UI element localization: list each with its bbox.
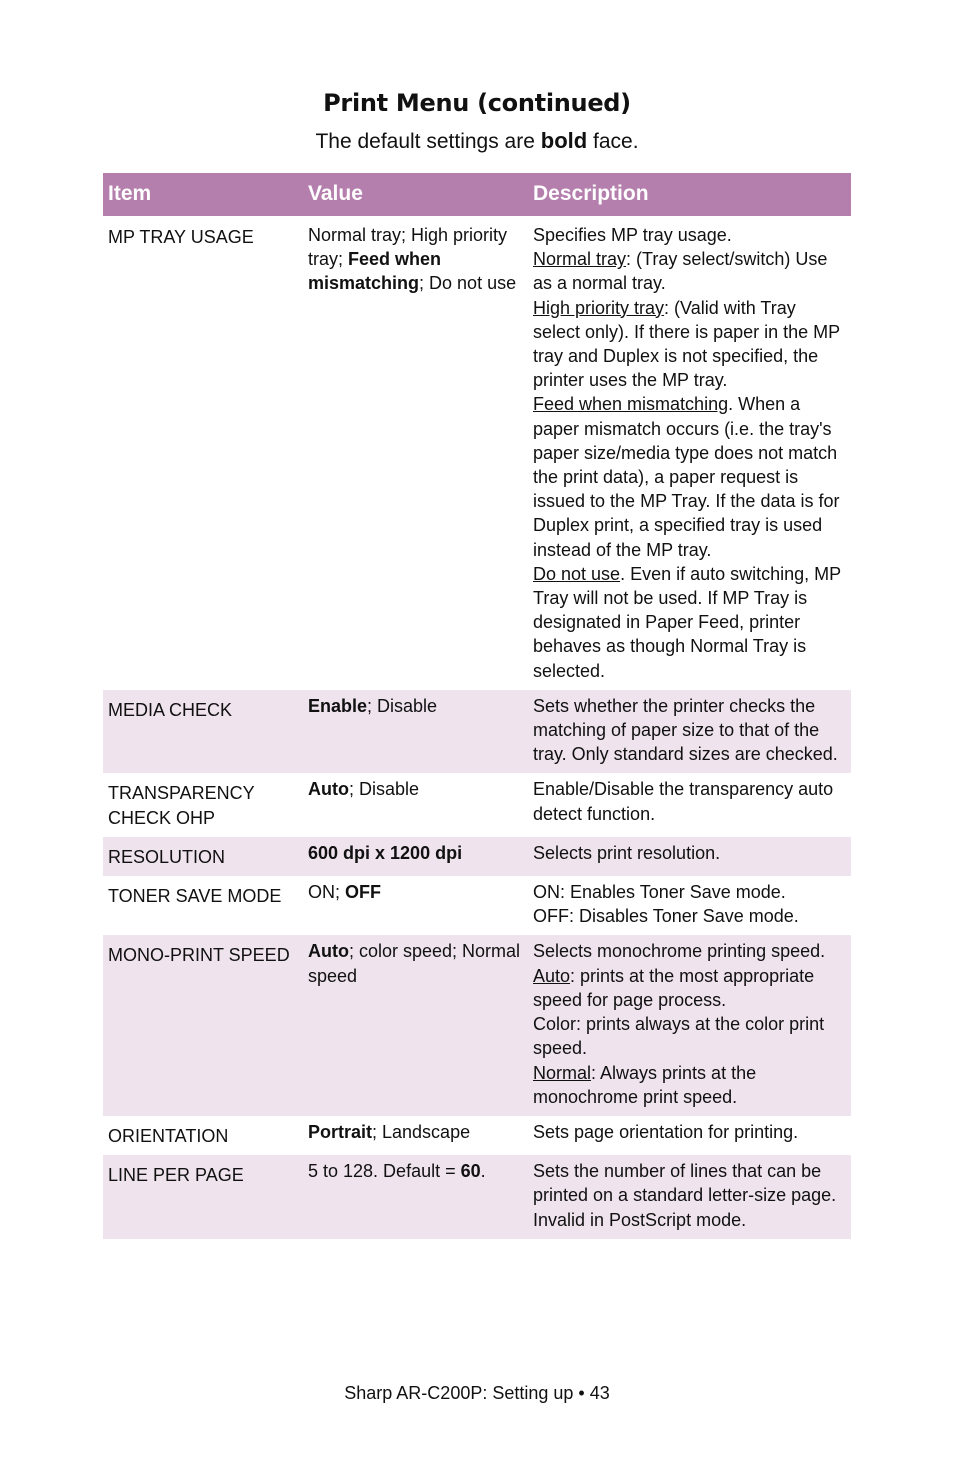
option-term: Normal tray xyxy=(533,249,627,270)
text-run: : prints at the most appropriate speed for page process. xyxy=(533,965,815,1010)
default-setting: Portrait xyxy=(308,1121,373,1142)
setting-value xyxy=(303,1116,528,1155)
table-row xyxy=(103,1155,851,1239)
text-run: : Always prints at the monochrome print speed. xyxy=(533,1062,757,1107)
option-term: High priority tray xyxy=(533,297,665,318)
text-run: . Even if auto switching, MP Tray will not be used. If MP Tray is designated in Paper Feed, printer behaves as though Normal Tray is selected. xyxy=(533,563,841,681)
text-run: OFF: Disables Toner Save mode. xyxy=(533,906,799,927)
description-paragraph xyxy=(533,296,846,393)
text-run: . xyxy=(480,1161,486,1182)
description-paragraph xyxy=(533,392,846,561)
text-run: Sets the number of lines that can be printed on a standard letter-size page. Invalid in PostScript mode. xyxy=(533,1161,837,1230)
text-run: Specifies MP tray usage. xyxy=(533,225,732,245)
text-run: Enable/Disable the transparency auto detect function. xyxy=(533,779,834,824)
text-run: : (Tray select/switch) Use as a normal tray. xyxy=(533,249,828,294)
text-run: ON; xyxy=(308,882,346,903)
text-run: Sets whether the printer checks the matching of paper size to that of the tray. Only standard sizes are checked. xyxy=(533,695,838,765)
page-subtitle xyxy=(0,128,954,154)
description-paragraph xyxy=(533,247,846,295)
setting-item: TONER SAVE MODE xyxy=(108,886,282,907)
option-term: Feed when mismatching xyxy=(533,394,729,415)
table-body xyxy=(103,217,851,1239)
setting-item: ORIENTATION xyxy=(108,1125,229,1146)
text-run: ; Do not use xyxy=(419,273,517,294)
setting-item: MONO-PRINT SPEED xyxy=(103,935,303,1115)
text-run: Selects monochrome printing speed. xyxy=(533,941,826,962)
setting-value xyxy=(303,935,528,1115)
setting-description xyxy=(528,935,851,1115)
column-header-description: Description xyxy=(528,173,851,217)
table-row xyxy=(103,773,851,836)
table-row xyxy=(103,217,851,690)
text-run: : (Valid with Tray select only). If there is paper in the MP tray and Duplex is not specified, the printer uses the MP tray. xyxy=(533,297,840,391)
description-paragraph xyxy=(533,1061,846,1109)
default-setting: Auto xyxy=(308,941,349,962)
setting-value xyxy=(303,1155,528,1239)
setting-value xyxy=(303,217,528,690)
setting-description xyxy=(528,837,851,876)
setting-value xyxy=(303,876,528,935)
default-setting: Auto xyxy=(308,779,349,800)
setting-item: LINE PER PAGE xyxy=(103,1155,303,1239)
text-run: ; Disable xyxy=(348,779,420,800)
description-paragraph xyxy=(533,1012,846,1060)
column-header-item: Item xyxy=(103,173,303,217)
setting-description xyxy=(528,690,851,774)
subtitle-bold: bold xyxy=(540,128,588,153)
option-term: Auto xyxy=(533,965,571,986)
text-run: Normal tray; High priority tray; xyxy=(308,225,508,270)
print-menu-table xyxy=(103,173,851,1239)
option-term: Normal xyxy=(533,1062,592,1083)
text-run: Color: prints always at the color print speed. xyxy=(533,1014,825,1059)
text-run: ON: Enables Toner Save mode. xyxy=(533,882,786,903)
subtitle-prefix: The default settings are xyxy=(315,130,541,153)
description-paragraph xyxy=(533,939,846,963)
text-run: ; color speed; Normal speed xyxy=(308,941,521,986)
setting-description xyxy=(528,773,851,836)
description-paragraph xyxy=(533,1159,846,1232)
description-paragraph xyxy=(533,694,846,767)
description-paragraph xyxy=(533,904,846,928)
description-paragraph xyxy=(533,880,846,904)
default-setting: Enable xyxy=(308,695,368,716)
description-paragraph xyxy=(533,964,846,1012)
setting-description xyxy=(528,1155,851,1239)
table-row xyxy=(103,876,851,935)
setting-item: TRANSPARENCY CHECK OHP xyxy=(108,783,255,828)
text-run: Sets page orientation for printing. xyxy=(533,1121,799,1142)
table-header-row xyxy=(103,173,851,217)
setting-item: MEDIA CHECK xyxy=(103,690,303,774)
table-row xyxy=(103,1116,851,1155)
subtitle-suffix: face. xyxy=(587,130,639,153)
setting-item: MP TRAY USAGE xyxy=(108,227,254,247)
table-row xyxy=(103,935,851,1115)
default-setting: Feed when mismatching xyxy=(308,249,442,294)
setting-value xyxy=(303,690,528,774)
text-run: Selects print resolution. xyxy=(533,842,721,863)
setting-description xyxy=(528,217,851,690)
default-setting: OFF xyxy=(345,882,382,903)
default-setting: 600 dpi x 1200 dpi xyxy=(308,842,463,863)
setting-value xyxy=(303,837,528,876)
table-row xyxy=(103,837,851,876)
description-paragraph xyxy=(533,1120,846,1144)
description-paragraph xyxy=(533,223,846,247)
setting-item: RESOLUTION xyxy=(103,837,303,876)
text-run: . When a paper mismatch occurs (i.e. the tray's paper size/media type does not match the print data), a paper request is issued to the MP Tray. If the data is for Duplex print, a specified tray is used instead of the MP tray. xyxy=(533,394,840,560)
setting-description xyxy=(528,1116,851,1155)
text-run: 5 to 128. Default = xyxy=(308,1161,461,1182)
default-setting: 60 xyxy=(460,1161,481,1182)
description-paragraph xyxy=(533,841,846,865)
page-footer: Sharp AR-C200P: Setting up • 43 xyxy=(344,1383,610,1403)
text-run: ; Landscape xyxy=(372,1121,471,1142)
option-term: Do not use xyxy=(533,563,621,584)
column-header-value: Value xyxy=(303,173,528,217)
setting-description xyxy=(528,876,851,935)
page-title: Print Menu (continued) xyxy=(323,89,631,117)
setting-value xyxy=(303,773,528,836)
text-run: ; Disable xyxy=(367,695,438,716)
description-paragraph xyxy=(533,562,846,683)
table-row xyxy=(103,690,851,774)
description-paragraph xyxy=(533,777,846,825)
